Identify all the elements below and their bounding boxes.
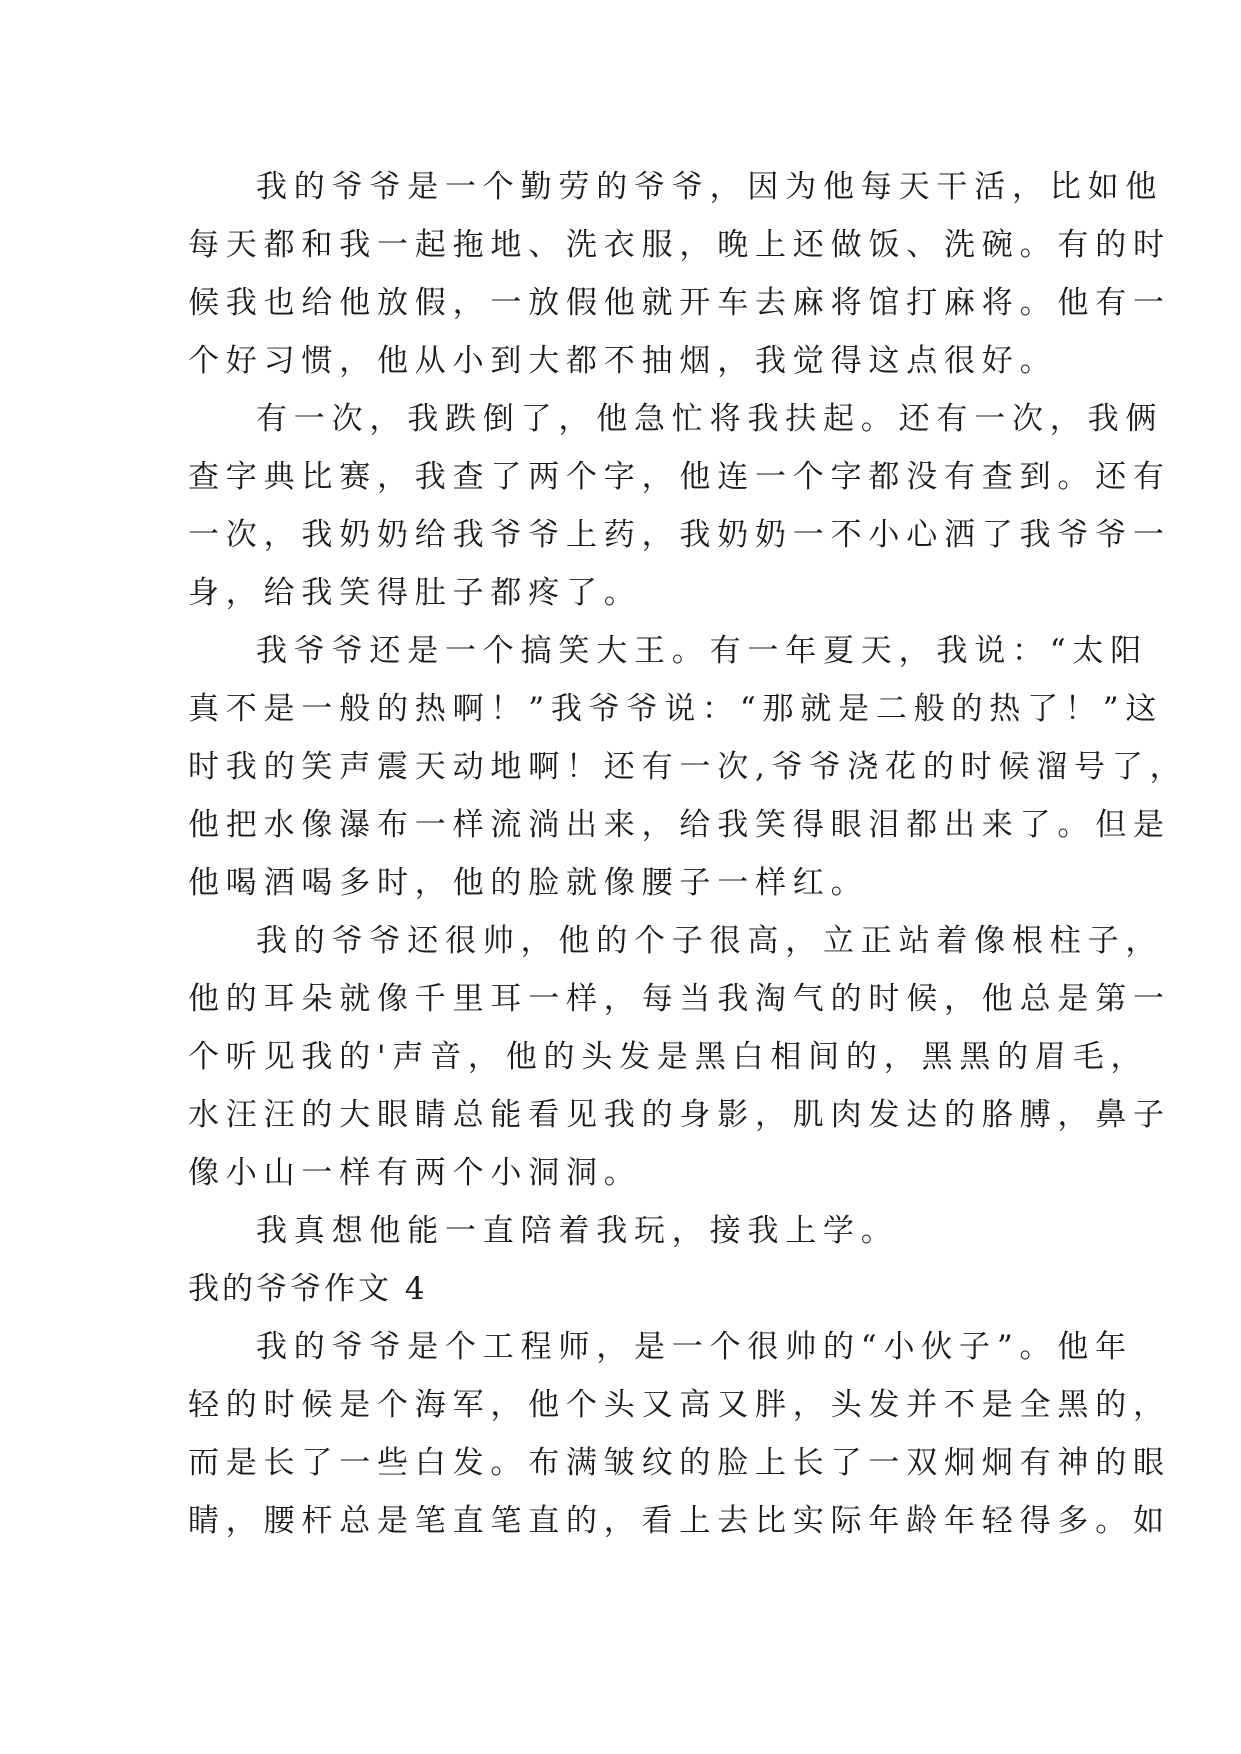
paragraph (188, 622, 1188, 912)
text-line: 身，给我笑得肚子都疼了。 (188, 575, 642, 611)
text-line: 他把水像瀑布一样流淌出来，给我笑得眼泪都出来了。但是 (188, 807, 1171, 843)
text-line: 他喝酒喝多时，他的脸就像腰子一样红。 (188, 865, 869, 901)
text-line: 有一次，我跌倒了，他急忙将我扶起。还有一次，我俩 (256, 401, 1164, 437)
text-line: 水汪汪的大眼睛总能看见我的身影，肌肉发达的胳膊，鼻子 (188, 1097, 1171, 1133)
text-line: 真不是一般的热啊！”我爷爷说：“那就是二般的热了！”这 (188, 691, 1164, 727)
text-line: 一次，我奶奶给我爷爷上药，我奶奶一不小心洒了我爷爷一 (188, 517, 1171, 553)
text-line: 我的爷爷是一个勤劳的爷爷，因为他每天干活，比如他 (256, 169, 1164, 205)
text-line: 我的爷爷还很帅，他的个子很高，立正站着像根柱子， (256, 923, 1164, 959)
essay-body (188, 158, 1188, 1550)
text-line: 像小山一样有两个小洞洞。 (188, 1155, 642, 1191)
text-line: 睛，腰杆总是笔直笔直的，看上去比实际年龄年轻得多。如 (188, 1503, 1171, 1539)
text-line: 轻的时候是个海军，他个头又高又胖，头发并不是全黑的， (188, 1387, 1171, 1423)
text-line: 我爷爷还是一个搞笑大王。有一年夏天，我说：“太阳 (256, 633, 1149, 669)
text-line: 而是长了一些白发。布满皱纹的脸上长了一双炯炯有神的眼 (188, 1445, 1171, 1481)
text-line: 查字典比赛，我查了两个字，他连一个字都没有查到。还有 (188, 459, 1171, 495)
text-line: 我的爷爷是个工程师，是一个很帅的“小伙子”。他年 (256, 1329, 1133, 1365)
text-line: 每天都和我一起拖地、洗衣服，晚上还做饭、洗碗。有的时 (188, 227, 1171, 263)
text-line: 个好习惯，他从小到大都不抽烟，我觉得这点很好。 (188, 343, 1058, 379)
text-line: 候我也给他放假，一放假他就开车去麻将馆打麻将。他有一 (188, 285, 1171, 321)
paragraph (188, 912, 1171, 1202)
paragraph (188, 1318, 1171, 1550)
paragraph (188, 158, 1171, 390)
text-line: 个听见我的'声音，他的头发是黑白相间的，黑黑的眉毛， (188, 1039, 1149, 1075)
paragraph (188, 390, 1171, 622)
text-line: 他的耳朵就像千里耳一样，每当我淘气的时候，他总是第一 (188, 981, 1171, 1017)
text-line: 时我的笑声震天动地啊！还有一次,爷爷浇花的时候溜号了， (188, 749, 1188, 785)
text-line: 我真想他能一直陪着我玩，接我上学。 (256, 1213, 899, 1249)
paragraph (188, 1202, 1060, 1260)
section-title: 我的爷爷作文 4 (188, 1271, 428, 1307)
